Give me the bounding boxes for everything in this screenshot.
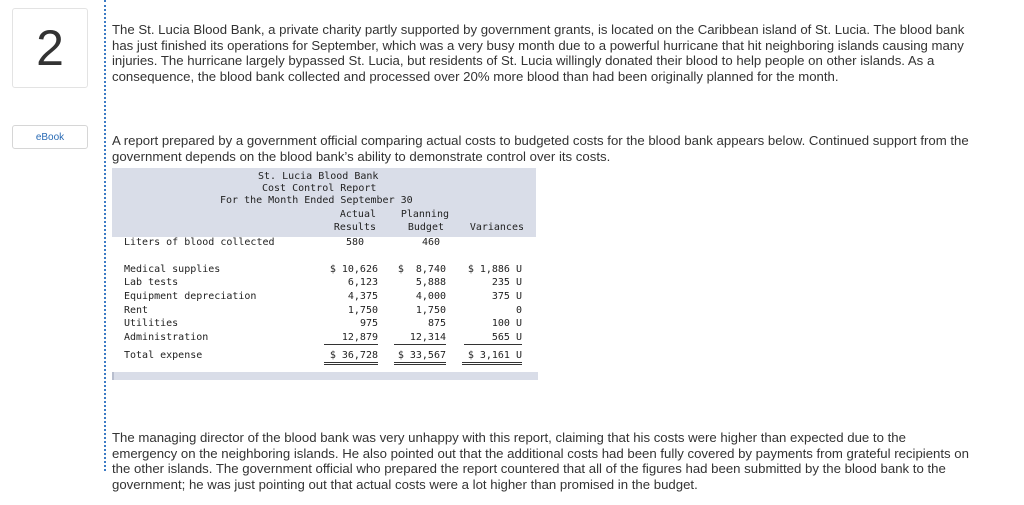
question-number: 2 bbox=[12, 8, 88, 88]
row-budget: 12,314 bbox=[394, 332, 446, 345]
row-label: Utilities bbox=[124, 318, 179, 329]
col-budget-header-2: Budget bbox=[407, 222, 444, 233]
row-label: Rent bbox=[124, 305, 149, 316]
row-variance: 100 U bbox=[491, 318, 522, 329]
total-actual: $ 36,728 bbox=[324, 350, 378, 365]
paragraph-text: The managing director of the blood bank was very unhappy with this report, claiming that his costs were higher than expected due to the emergency on the neighboring islands. He also pointed out that the additional costs had been fully covered by payments from grateful recipients on the other islands. The government official who prepared the report countered that all of the figures had been submitted by the blood bank to the government; he was just pointing out that actual costs were a lot higher than promised in the budget. bbox=[112, 430, 969, 492]
liters-budget: 460 bbox=[421, 237, 440, 248]
content-divider bbox=[104, 0, 106, 471]
row-label: Medical supplies bbox=[124, 264, 221, 275]
problem-paragraph-1 bbox=[112, 22, 972, 84]
row-label: Equipment depreciation bbox=[124, 291, 257, 302]
row-actual: 6,123 bbox=[347, 277, 378, 288]
row-label: Administration bbox=[124, 332, 209, 343]
total-variance: $ 3,161 U bbox=[462, 350, 522, 365]
cost-control-report bbox=[112, 168, 536, 380]
row-variance: 565 U bbox=[464, 332, 522, 345]
row-budget: 875 bbox=[427, 318, 446, 329]
row-actual: 4,375 bbox=[347, 291, 378, 302]
problem-paragraph-3 bbox=[112, 417, 972, 505]
row-variance: 0 bbox=[515, 305, 522, 316]
row-budget: $ 8,740 bbox=[397, 264, 446, 275]
total-budget: $ 33,567 bbox=[394, 350, 446, 365]
ebook-button[interactable]: eBook bbox=[12, 125, 88, 149]
report-subtitle: Cost Control Report bbox=[262, 183, 377, 194]
col-variance-header: Variances bbox=[469, 222, 524, 233]
paragraph-text: A report prepared by a government official comparing actual costs to budgeted costs for the blood bank appears below. Continued support from the government depends on the blood bank’s ability to demonstrate control over its costs. bbox=[112, 133, 969, 164]
row-actual: 12,879 bbox=[324, 332, 378, 345]
report-title: St. Lucia Blood Bank bbox=[258, 171, 379, 182]
col-budget-header-1: Planning bbox=[400, 209, 449, 220]
liters-label: Liters of blood collected bbox=[124, 237, 275, 248]
row-actual: 975 bbox=[359, 318, 378, 329]
row-label: Lab tests bbox=[124, 277, 179, 288]
row-variance: 235 U bbox=[491, 277, 522, 288]
row-budget: 1,750 bbox=[415, 305, 446, 316]
row-actual: $ 10,626 bbox=[329, 264, 378, 275]
report-period: For the Month Ended September 30 bbox=[220, 195, 413, 206]
total-label: Total expense bbox=[124, 350, 203, 361]
col-actual-header-1: Actual bbox=[339, 209, 376, 220]
row-variance: $ 1,886 U bbox=[467, 264, 522, 275]
row-budget: 5,888 bbox=[415, 277, 446, 288]
col-actual-header-2: Results bbox=[333, 222, 376, 233]
paragraph-text: The St. Lucia Blood Bank, a private charity partly supported by government grants, is located on the Caribbean island of St. Lucia. The blood bank has just finished its operations for September, which was a very busy month due to a powerful hurricane that hit neighboring islands causing many injuries. The hurricane largely bypassed St. Lucia, but residents of St. Lucia willingly donated their blood to help people on other islands. As a consequence, the blood bank collected and processed over 20% more blood than had been originally planned for the month. bbox=[112, 22, 965, 84]
row-variance: 375 U bbox=[491, 291, 522, 302]
row-budget: 4,000 bbox=[415, 291, 446, 302]
liters-actual: 580 bbox=[345, 237, 364, 248]
row-actual: 1,750 bbox=[347, 305, 378, 316]
report-footer-bar bbox=[112, 372, 538, 380]
